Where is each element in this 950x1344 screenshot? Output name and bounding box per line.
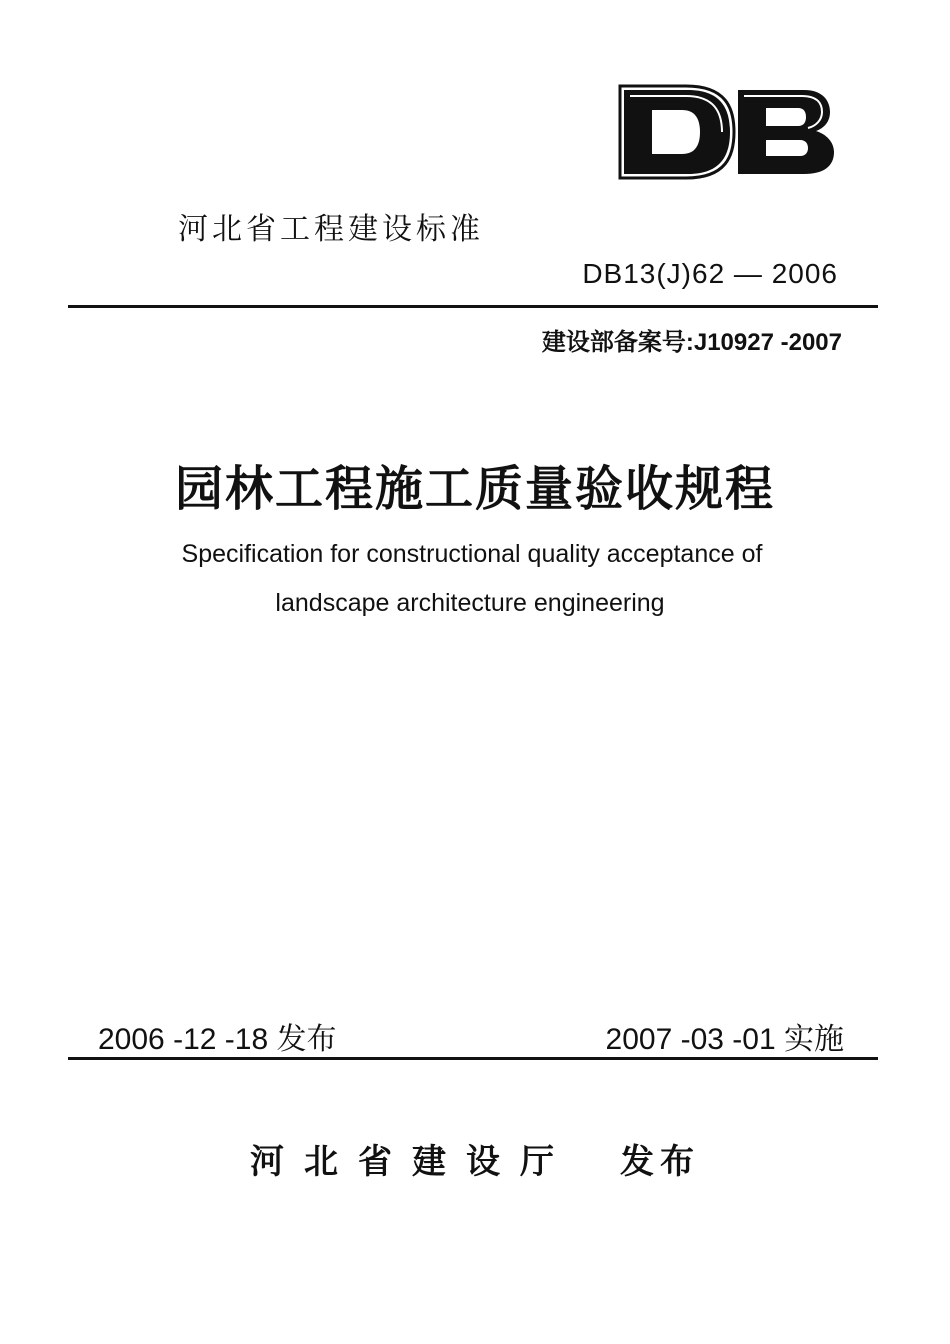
document-title-english-line2: landscape architecture engineering — [275, 589, 665, 617]
standard-number: DB13(J)62 — 2006 — [582, 258, 838, 289]
db-logo — [618, 82, 838, 182]
header-divider — [68, 305, 878, 308]
implementation-date: 2007 -03 -01 实施 — [605, 1023, 844, 1056]
footer-divider — [68, 1057, 878, 1060]
standard-category: 河北省工程建设标准 — [178, 212, 484, 247]
publisher: 河北省建设厅 — [250, 1142, 574, 1182]
record-number: 建设部备案号:J10927 -2007 — [541, 329, 842, 356]
issue-date: 2006 -12 -18 发布 — [98, 1023, 337, 1056]
document-title-english-line1: Specification for constructional quality acceptance of — [181, 540, 763, 568]
document-title-chinese: 园林工程施工质量验收规程 — [174, 461, 775, 517]
publish-label: 发布 — [620, 1142, 700, 1182]
